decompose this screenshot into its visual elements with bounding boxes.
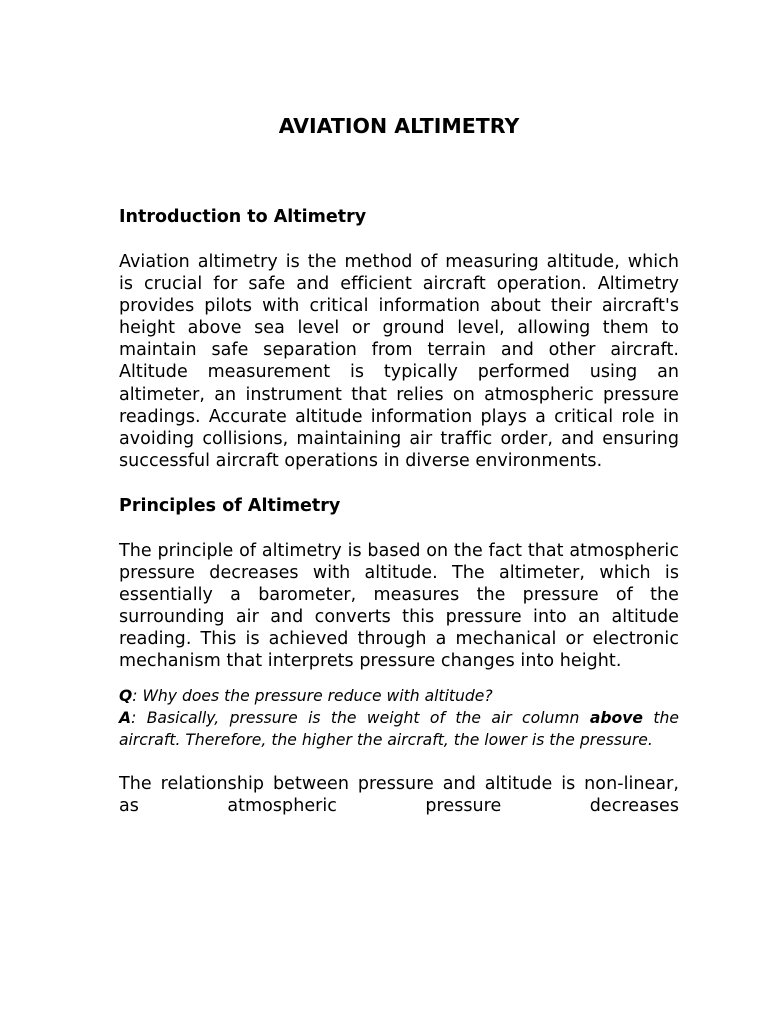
closing-paragraph: The relationship between pressure and altitude is non-linear, as atmospheric pressure decreases <box>119 773 679 816</box>
section-heading-principles: Principles of Altimetry <box>119 495 341 516</box>
document-body <box>119 205 679 817</box>
qa-answer <box>119 707 679 751</box>
qa-question-label: Q <box>119 686 133 705</box>
document-title: AVIATION ALTIMETRY <box>278 114 520 138</box>
qa-answer-emphasis: above <box>589 708 643 727</box>
section-paragraph-principles: The principle of altimetry is based on the fact that atmospheric pressure decreases with altitude. The altimeter, which is essentially a barometer, measures the pressure of the surrounding air and converts this pressure into an altitude reading. This is achieved through a mechanical or electronic mechanism that interprets pressure changes into height. <box>119 540 679 672</box>
qa-question-text: : Why does the pressure reduce with altitude? <box>132 686 493 705</box>
qa-answer-label: A <box>119 708 132 727</box>
section-heading-introduction: Introduction to Altimetry <box>119 207 367 227</box>
qa-question <box>119 685 679 707</box>
qa-answer-text-start: : Basically, pressure is the weight of the air column <box>131 708 590 727</box>
section-paragraph-introduction: Aviation altimetry is the method of measuring altitude, which is crucial for safe and efficient aircraft operation. Altimetry provides pilots with critical information about their aircraft's height above sea level or ground level, allowing them to maintain safe separation from terrain and other aircraft. Altitude measurement is typically performed using an altimeter, an instrument that relies on atmospheric pressure readings. Accurate altitude information plays a critical role in avoiding collisions, maintaining air traffic order, and ensuring successful aircraft operations in diverse environments. <box>119 252 679 471</box>
qa-answer-text-end: the aircraft. Therefore, the higher the aircraft, the lower is the pressure. <box>119 708 679 749</box>
